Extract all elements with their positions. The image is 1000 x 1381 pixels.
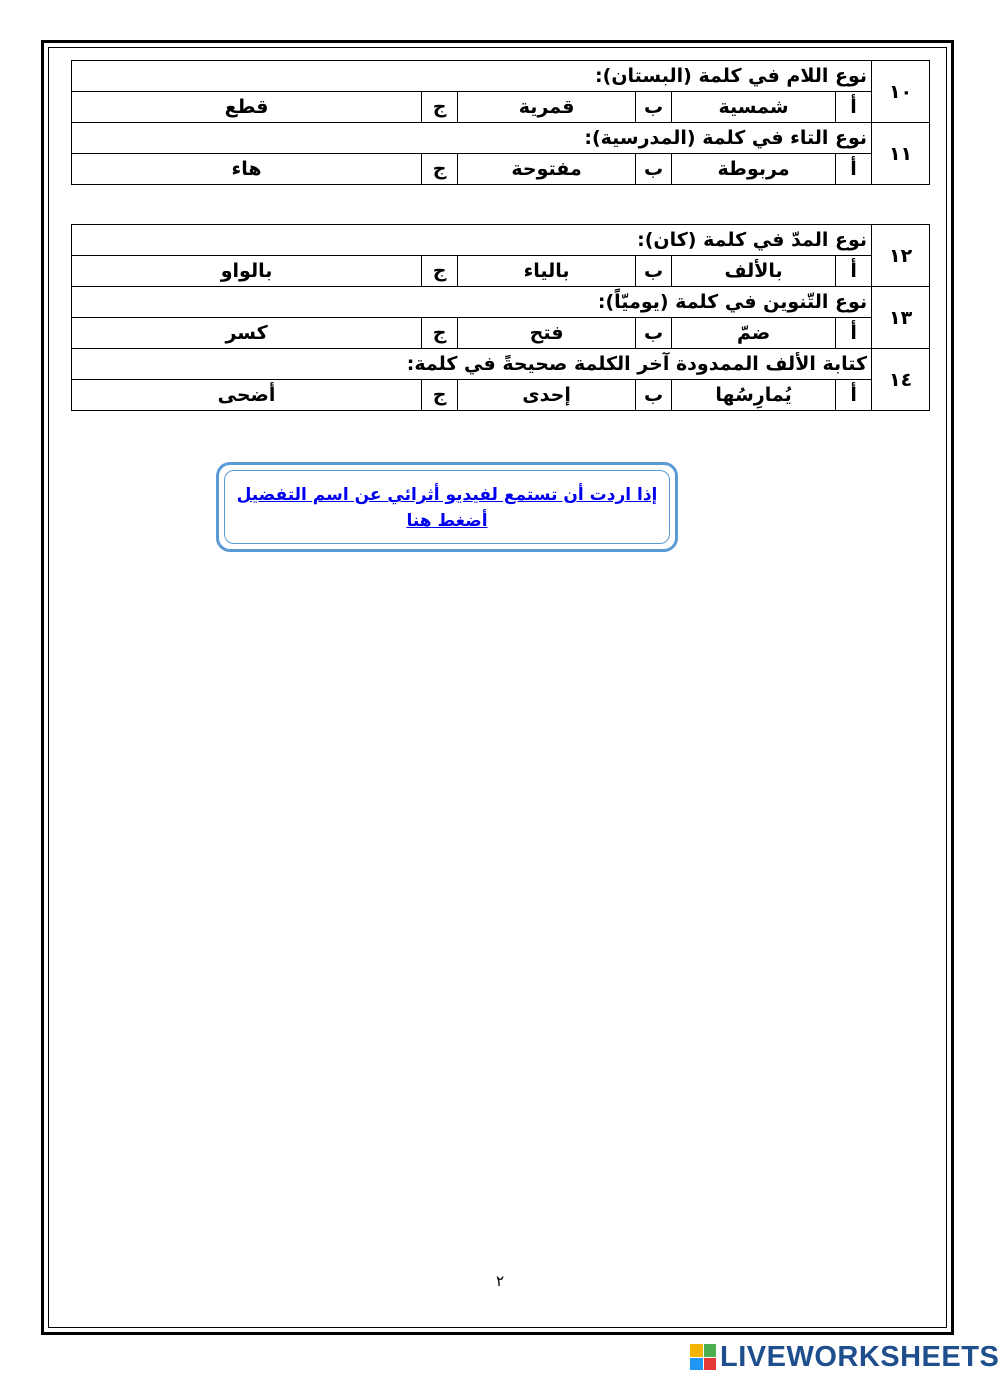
- option-letter: ب: [636, 154, 672, 185]
- options-row: [72, 380, 930, 411]
- option-a[interactable]: مربوطة: [672, 154, 836, 185]
- question-number: ١٣: [872, 287, 930, 349]
- option-letter: ج: [422, 318, 458, 349]
- option-c[interactable]: هاء: [72, 154, 422, 185]
- option-letter: أ: [836, 380, 872, 411]
- question-number: ١١: [872, 123, 930, 185]
- option-c[interactable]: قطع: [72, 92, 422, 123]
- page-number: ٢: [495, 1272, 505, 1290]
- question-text: نوع اللام في كلمة (البستان):: [72, 61, 872, 92]
- options-row: [72, 92, 930, 123]
- question-text: نوع التّنوين في كلمة (يوميّاً):: [72, 287, 872, 318]
- video-link[interactable]: [219, 482, 675, 534]
- option-letter: ب: [636, 380, 672, 411]
- option-letter: أ: [836, 318, 872, 349]
- question-row: [72, 123, 930, 154]
- option-a[interactable]: شمسية: [672, 92, 836, 123]
- option-b[interactable]: فتح: [458, 318, 636, 349]
- question-row: [72, 287, 930, 318]
- option-letter: ب: [636, 318, 672, 349]
- option-letter: أ: [836, 92, 872, 123]
- option-letter: ب: [636, 92, 672, 123]
- option-c[interactable]: كسر: [72, 318, 422, 349]
- option-letter: ج: [422, 380, 458, 411]
- option-a[interactable]: ضمّ: [672, 318, 836, 349]
- options-row: [72, 318, 930, 349]
- question-row: [72, 349, 930, 380]
- question-number: ١٤: [872, 349, 930, 411]
- question-text: نوع المدّ في كلمة (كان):: [72, 225, 872, 256]
- video-link-line2[interactable]: أضغط هنا: [406, 511, 488, 531]
- question-row: [72, 61, 930, 92]
- question-number: ١٢: [872, 225, 930, 287]
- option-letter: أ: [836, 154, 872, 185]
- option-letter: ب: [636, 256, 672, 287]
- brand-name: LIVEWORKSHEETS: [720, 1340, 1000, 1373]
- option-b[interactable]: قمرية: [458, 92, 636, 123]
- options-row: [72, 154, 930, 185]
- question-number: ١٠: [872, 61, 930, 123]
- option-letter: ج: [422, 256, 458, 287]
- options-row: [72, 256, 930, 287]
- question-text: نوع التاء في كلمة (المدرسية):: [72, 123, 872, 154]
- option-a[interactable]: بالألف: [672, 256, 836, 287]
- video-link-box[interactable]: [216, 462, 678, 552]
- liveworksheets-brand[interactable]: [690, 1340, 999, 1374]
- option-b[interactable]: مفتوحة: [458, 154, 636, 185]
- liveworksheets-logo-icon: [690, 1344, 716, 1370]
- option-b[interactable]: إحدى: [458, 380, 636, 411]
- question-text: كتابة الألف الممدودة آخر الكلمة صحيحةً في كلمة:: [72, 349, 872, 380]
- option-b[interactable]: بالياء: [458, 256, 636, 287]
- questions-table-2: [71, 224, 930, 411]
- option-letter: أ: [836, 256, 872, 287]
- question-row: [72, 225, 930, 256]
- option-letter: ج: [422, 92, 458, 123]
- questions-table-1: [71, 60, 930, 185]
- option-c[interactable]: أضحى: [72, 380, 422, 411]
- option-a[interactable]: يُمارِسُها: [672, 380, 836, 411]
- video-link-line1[interactable]: إذا اردت أن تستمع لفيديو أثرائي عن اسم التفضيل: [236, 485, 658, 505]
- option-c[interactable]: بالواو: [72, 256, 422, 287]
- option-letter: ج: [422, 154, 458, 185]
